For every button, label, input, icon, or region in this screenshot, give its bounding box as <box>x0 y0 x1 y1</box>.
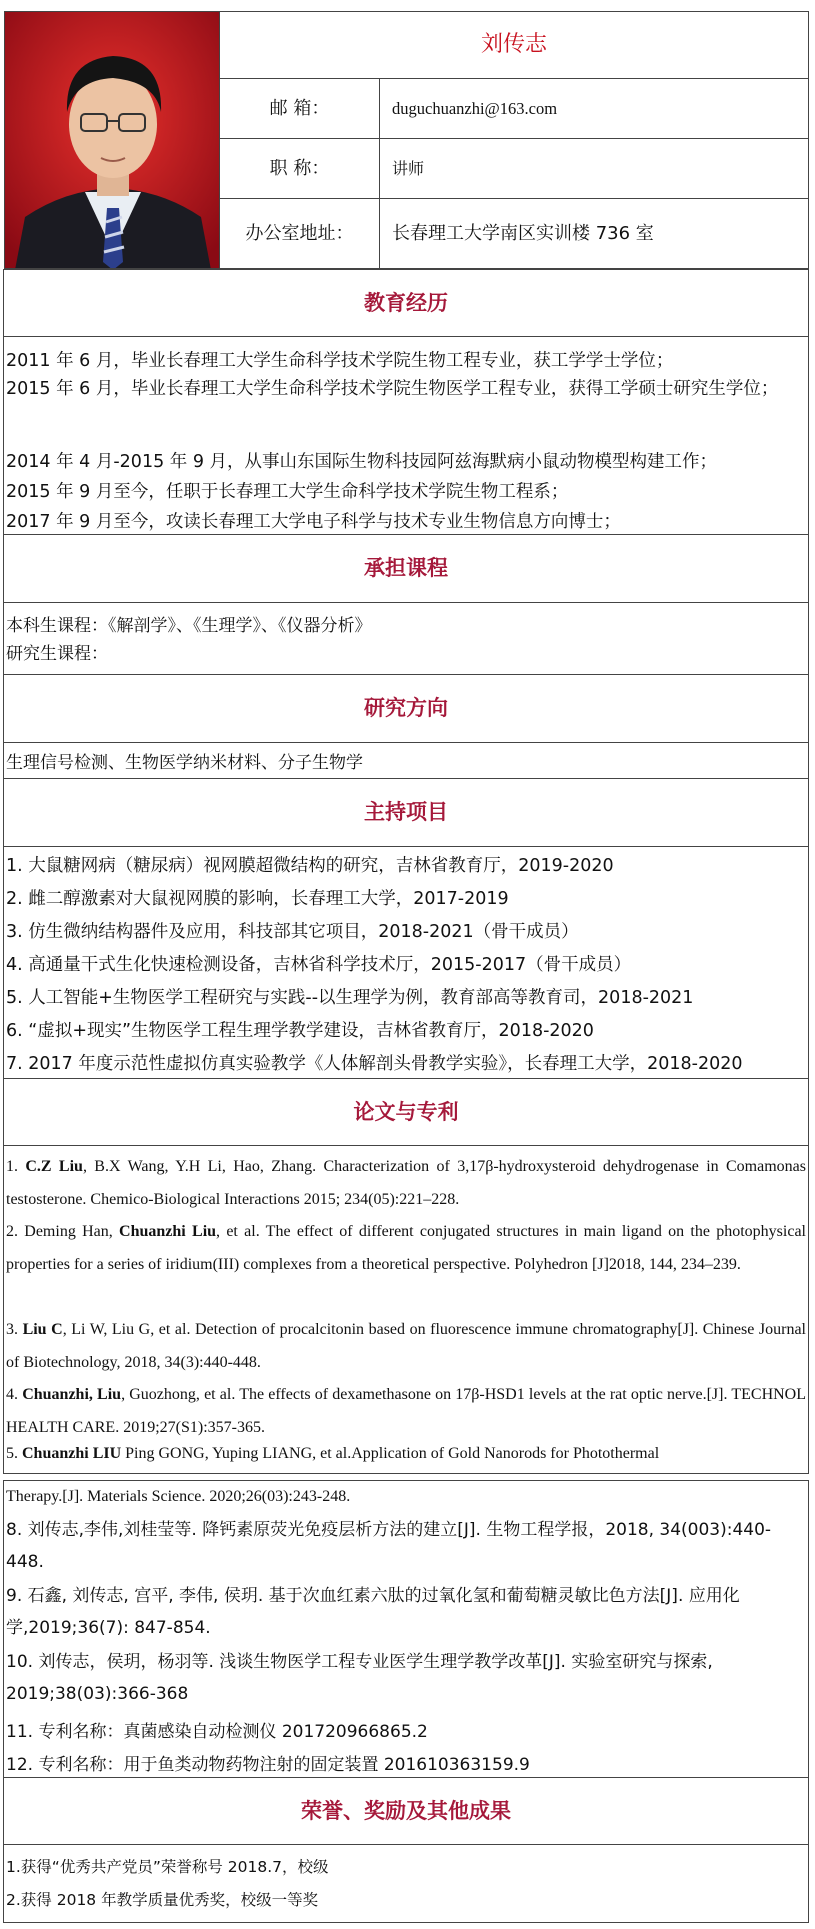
research-heading-row <box>4 674 808 742</box>
projects-heading-row <box>4 778 808 846</box>
project-item: 6. “虚拟+现实”生物医学工程生理学教学建设，吉林省教育厅，2018-2020 <box>6 1021 594 1041</box>
project-item: 5. 人工智能+生物医学工程研究与实践--以生理学为例，教育部高等教育司，2018-2021 <box>6 988 694 1008</box>
paper-item: 4. Chuanzhi, Liu, Guozhong, et al. The effects of dexamethasone on 17β-HSD1 levels at the rat optic nerve.[J]. TECHNOL HEALTH CARE. 2019;27(S1):357-365. <box>6 1386 806 1436</box>
paper-item: 2. Deming Han, Chuanzhi Liu, et al. The effect of different conjugated structures in main ligand on the photophysical properties for a series of iridium(III) complexes from a theoretical perspective. Polyhedron [J]2018, 144, 234–239. <box>6 1223 806 1273</box>
papers-section <box>4 1145 808 1475</box>
project-item: 1. 大鼠糖网病（糖尿病）视网膜超微结构的研究，吉林省教育厅，2019-2020 <box>6 856 614 876</box>
title-row <box>220 138 808 198</box>
patent-item: 11. 专利名称：真菌感染自动检测仪 201720966865.2 <box>6 1722 428 1742</box>
honor-item: 2.获得 2018 年教学质量优秀奖，校级一等奖 <box>6 1891 319 1909</box>
email-row <box>220 78 808 138</box>
research-text: 生理信号检测、生物医学纳米材料、分子生物学 <box>6 753 363 773</box>
undergrad-courses: 本科生课程：《解剖学》、《生理学》、《仪器分析》 <box>6 616 372 636</box>
paper-item: 9. 石鑫, 刘传志, 宫平, 李伟, 侯玥. 基于次血红素六肽的过氧化氢和葡萄糖灵敏比色方法[J]. 应用化学,2019;36(7): 847-854. <box>6 1586 740 1638</box>
research-section <box>4 742 808 778</box>
project-item: 3. 仿生微纳结构器件及应用，科技部其它项目，2018-2021（骨干成员） <box>6 922 579 942</box>
education-heading: 教育经历 <box>364 291 448 315</box>
email-value[interactable]: duguchuanzhi@163.com <box>392 99 558 118</box>
office-label: 办公室地址： <box>220 199 380 269</box>
paper-item: 8. 刘传志,李伟,刘桂莹等. 降钙素原荧光免疫层析方法的建立[J]. 生物工程学报，2018, 34(003):440-448. <box>6 1520 772 1572</box>
portrait-image <box>5 12 220 269</box>
education-item: 2015 年 9 月至今，任职于长春理工大学生命科学技术学院生物工程系； <box>6 482 569 502</box>
projects-heading: 主持项目 <box>364 800 448 824</box>
grad-courses: 研究生课程： <box>6 644 108 664</box>
courses-heading: 承担课程 <box>364 556 448 580</box>
paper-item: 3. Liu C, Li W, Liu G, et al. Detection of procalcitonin based on fluorescence immune chromatography[J]. Chinese Journal of Biotechnology, 2018, 34(3):440-448. <box>6 1321 806 1371</box>
project-item: 7. 2017 年度示范性虚拟仿真实验教学《人体解剖头骨教学实验》，长春理工大学，2018-2020 <box>6 1054 743 1074</box>
honors-section <box>4 1844 808 1923</box>
person-name: 刘传志 <box>480 32 547 57</box>
project-item: 4. 高通量干式生化快速检测设备，吉林省科学技术厅，2015-2017（骨干成员） <box>6 955 632 975</box>
honor-item: 1.获得“优秀共产党员”荣誉称号 2018.7，校级 <box>6 1858 329 1876</box>
email-label: 邮 箱： <box>220 79 380 138</box>
title-value: 讲师 <box>392 159 425 178</box>
papers-heading-row <box>4 1078 808 1145</box>
research-heading: 研究方向 <box>364 696 448 720</box>
paper-item: 10. 刘传志，侯玥，杨羽等. 浅谈生物医学工程专业医学生理学教学改革[J]. 实验室研究与探索, 2019;38(03):366-368 <box>6 1652 713 1704</box>
honors-heading: 荣誉、奖励及其他成果 <box>301 1799 511 1823</box>
courses-heading-row <box>4 534 808 602</box>
resume-main-table <box>3 269 809 1474</box>
projects-section <box>4 846 808 1078</box>
project-item: 2. 雌二醇激素对大鼠视网膜的影响，长春理工大学，2017-2019 <box>6 889 509 909</box>
office-row <box>220 198 808 269</box>
education-item: 2014 年 4 月-2015 年 9 月，从事山东国际生物科技园阿兹海默病小鼠动物模型构建工作； <box>6 452 718 472</box>
paper-item: 1. C.Z Liu, B.X Wang, Y.H Li, Hao, Zhang. Characterization of 3,17β-hydroxysteroid dehydrogenase in Comamonas testosterone. Chemico-Biological Interactions 2015; 234(05):221–228. <box>6 1158 806 1208</box>
education-item: 2011 年 6 月，毕业长春理工大学生命科学技术学院生物工程专业，获工学学士学位； <box>6 351 674 371</box>
education-item: 2015 年 6 月，毕业长春理工大学生命科学技术学院生物医学工程专业，获得工学硕士研究生学位； <box>6 379 779 399</box>
paper-item: 5. Chuanzhi LIU Ping GONG, Yuping LIANG, et al.Application of Gold Nanorods for Photothermal <box>6 1445 660 1462</box>
profile-info-table <box>220 11 809 269</box>
profile-photo <box>4 11 220 269</box>
patent-item: 12. 专利名称：用于鱼类动物药物注射的固定装置 201610363159.9 <box>6 1755 530 1775</box>
education-item: 2017 年 9 月至今，攻读长春理工大学电子科学与技术专业生物信息方向博士； <box>6 512 621 532</box>
courses-section <box>4 602 808 674</box>
paper-item-continued: Therapy.[J]. Materials Science. 2020;26(03):243-248. <box>6 1488 351 1505</box>
education-section <box>4 336 808 534</box>
papers-heading: 论文与专利 <box>353 1100 459 1124</box>
office-value: 长春理工大学南区实训楼 736 室 <box>392 223 654 244</box>
honors-heading-row <box>4 1777 808 1844</box>
title-label: 职 称： <box>220 139 380 198</box>
resume-continued-table <box>3 1480 809 1923</box>
